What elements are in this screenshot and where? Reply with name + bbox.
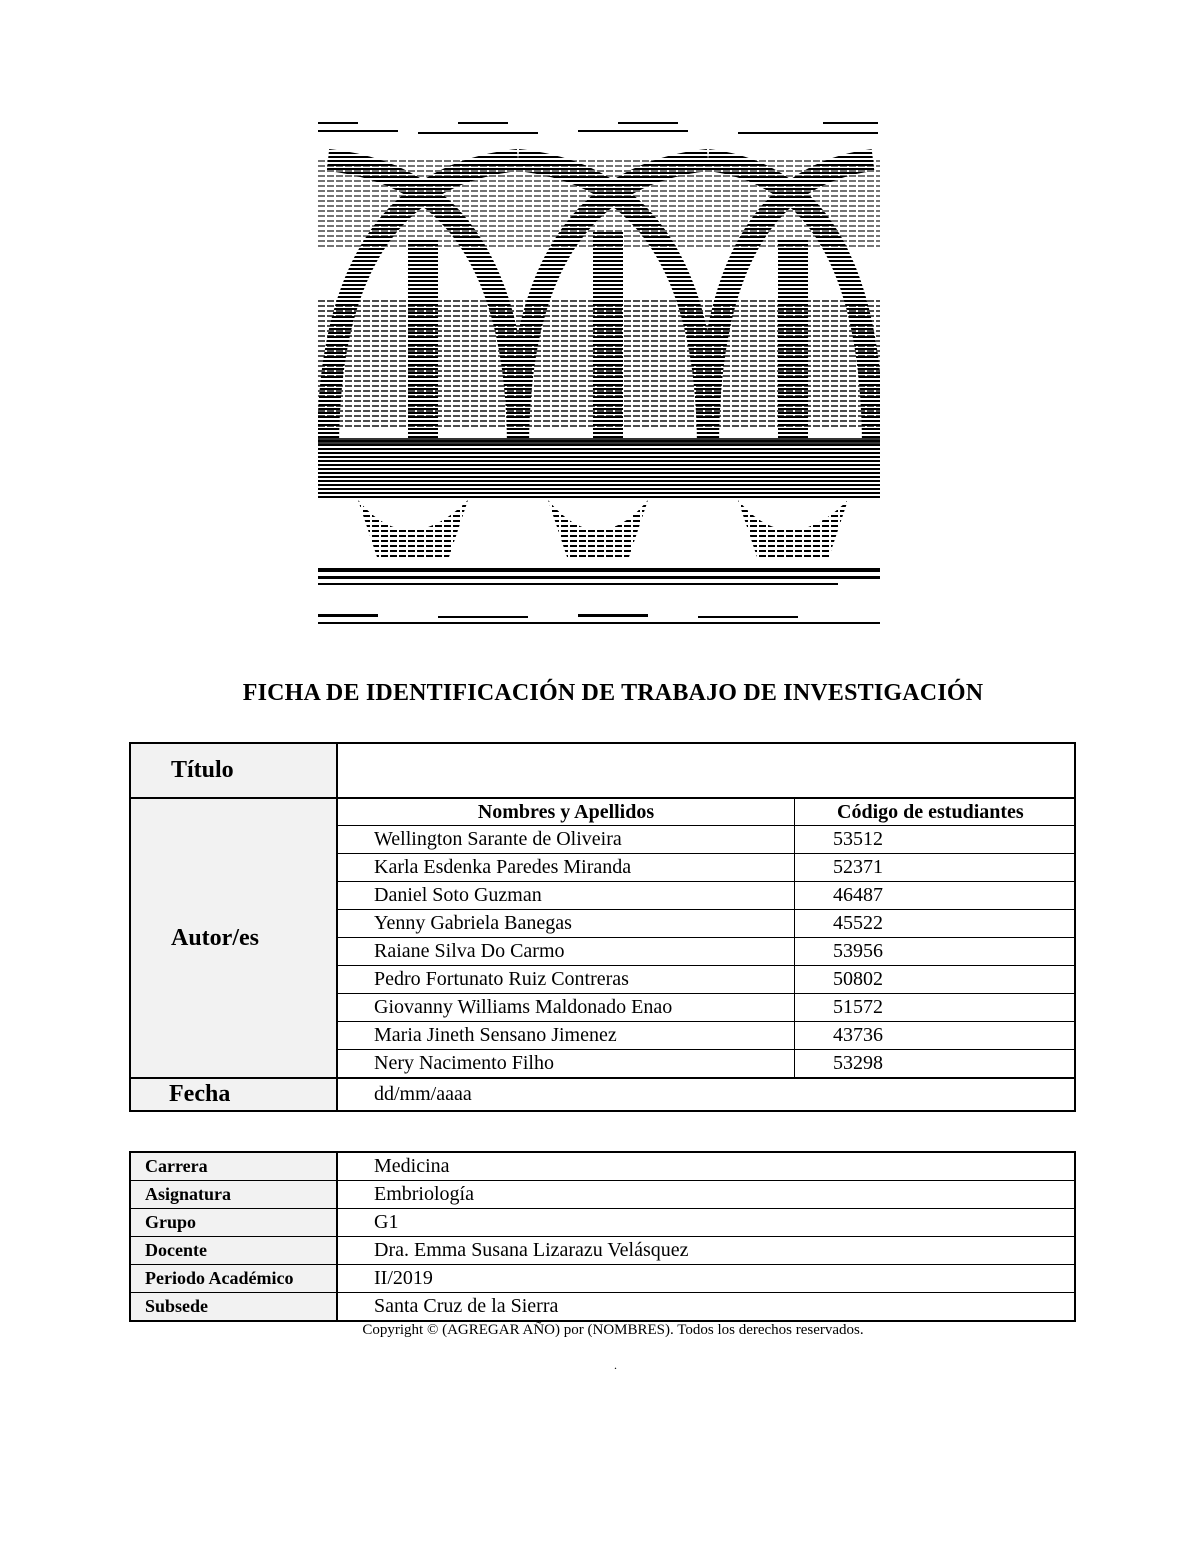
identification-table	[129, 742, 1076, 1112]
names-column-header: Nombres y Apellidos	[337, 798, 795, 826]
author-code: 53956	[795, 938, 1076, 966]
codes-column-header: Código de estudiantes	[795, 798, 1076, 826]
fecha-value: dd/mm/aaaa	[337, 1078, 1075, 1111]
table-row	[130, 1152, 1075, 1181]
titulo-row	[130, 743, 1075, 798]
carrera-label: Carrera	[130, 1152, 337, 1181]
periodo-value: II/2019	[337, 1265, 1075, 1293]
cover-image-cloister-arches	[318, 120, 880, 628]
author-name: Raiane Silva Do Carmo	[337, 938, 795, 966]
author-name: Giovanny Williams Maldonado Enao	[337, 994, 795, 1022]
author-code: 52371	[795, 854, 1076, 882]
author-code: 50802	[795, 966, 1076, 994]
author-code: 45522	[795, 910, 1076, 938]
fecha-row	[130, 1078, 1075, 1111]
periodo-label: Periodo Académico	[130, 1265, 337, 1293]
table-row	[130, 1209, 1075, 1237]
docente-label: Docente	[130, 1237, 337, 1265]
subsede-value: Santa Cruz de la Sierra	[337, 1293, 1075, 1322]
author-name: Wellington Sarante de Oliveira	[337, 826, 795, 854]
course-info-table	[129, 1151, 1076, 1322]
titulo-value	[337, 743, 1075, 798]
author-code: 46487	[795, 882, 1076, 910]
author-code: 51572	[795, 994, 1076, 1022]
author-name: Yenny Gabriela Banegas	[337, 910, 795, 938]
author-name: Pedro Fortunato Ruiz Contreras	[337, 966, 795, 994]
author-name: Daniel Soto Guzman	[337, 882, 795, 910]
table-row	[130, 1237, 1075, 1265]
author-code: 53298	[795, 1050, 1076, 1079]
authors-header-row	[130, 798, 1075, 826]
author-name: Nery Nacimento Filho	[337, 1050, 795, 1079]
carrera-value: Medicina	[337, 1152, 1075, 1181]
asignatura-value: Embriología	[337, 1181, 1075, 1209]
asignatura-label: Asignatura	[130, 1181, 337, 1209]
copyright-notice: Copyright © (AGREGAR AÑO) por (NOMBRES). Todos los derechos reservados.	[362, 1322, 864, 1338]
table-row	[130, 1293, 1075, 1322]
table-row	[130, 1265, 1075, 1293]
document-title: FICHA DE IDENTIFICACIÓN DE TRABAJO DE INVESTIGACIÓN	[242, 680, 984, 706]
author-code: 43736	[795, 1022, 1076, 1050]
trailing-dot: .	[614, 1358, 617, 1372]
author-name: Karla Esdenka Paredes Miranda	[337, 854, 795, 882]
docente-value: Dra. Emma Susana Lizarazu Velásquez	[337, 1237, 1075, 1265]
autores-label: Autor/es	[130, 798, 337, 1078]
grupo-value: G1	[337, 1209, 1075, 1237]
table-row	[130, 1181, 1075, 1209]
author-code: 53512	[795, 826, 1076, 854]
subsede-label: Subsede	[130, 1293, 337, 1322]
grupo-label: Grupo	[130, 1209, 337, 1237]
fecha-label: Fecha	[130, 1078, 337, 1111]
titulo-label: Título	[130, 743, 337, 798]
author-name: Maria Jineth Sensano Jimenez	[337, 1022, 795, 1050]
